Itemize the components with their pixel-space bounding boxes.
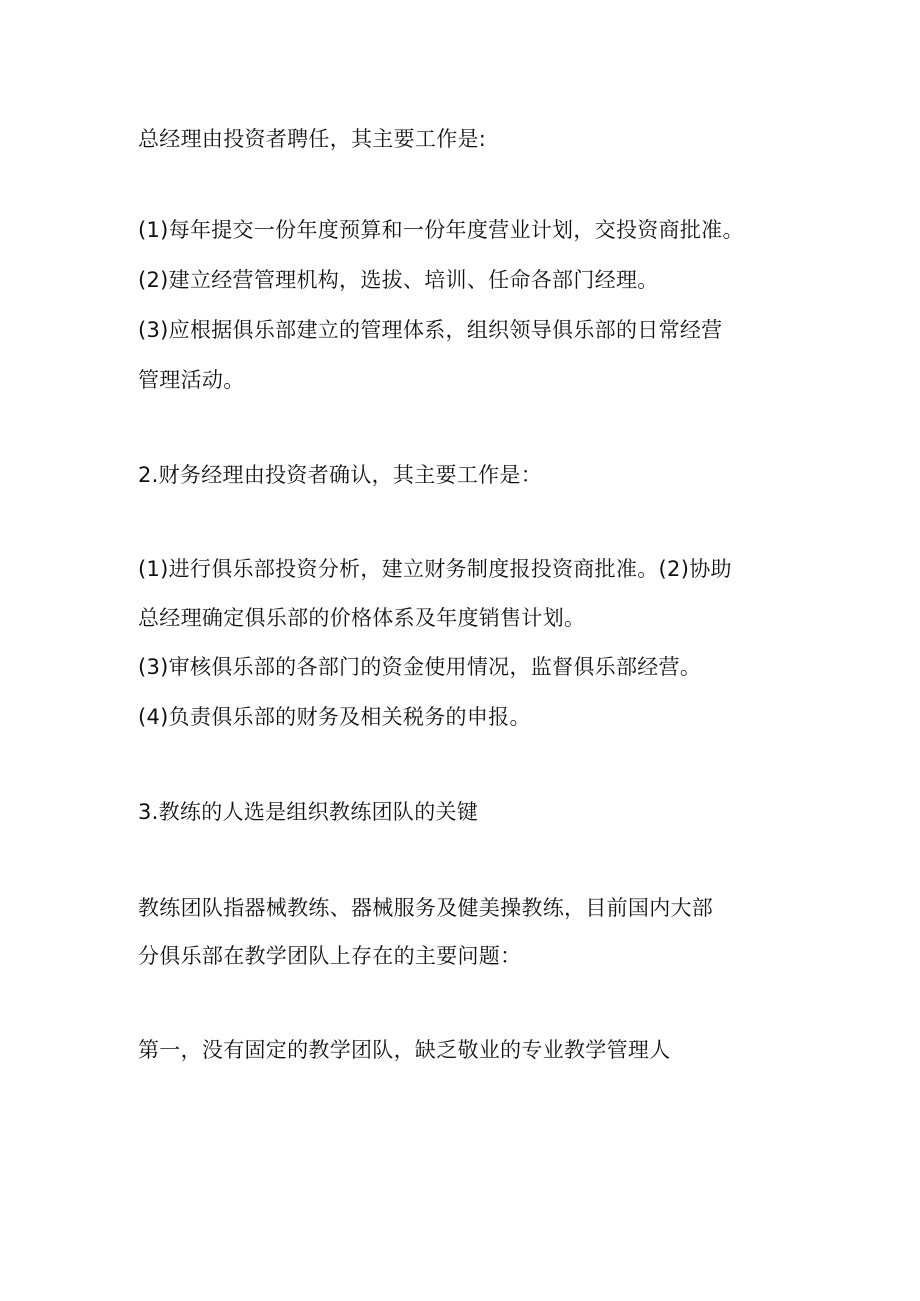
section-heading-finance: 2.财务经理由投资者确认，其主要工作是： (138, 463, 543, 487)
list-item-gm-2: (2)建立经营管理机构，选拔、培训、任命各部门经理。 (138, 268, 659, 292)
section-heading-coach: 3.教练的人选是组织教练团队的关键 (138, 800, 479, 824)
list-item-gm-3: (3)应根据俱乐部建立的管理体系，组织领导俱乐部的日常经营 (138, 318, 723, 342)
paragraph-gm-intro: 总经理由投资者聘任，其主要工作是: (138, 127, 487, 151)
paragraph-coach-team: 教练团队指器械教练、器械服务及健美操教练，目前国内大部 (138, 896, 714, 920)
list-item-finance-1-cont: 总经理确定俱乐部的价格体系及年度销售计划。 (138, 606, 586, 630)
list-item-finance-1: (1)进行俱乐部投资分析，建立财务制度报投资商批准。(2)协助 (138, 557, 732, 581)
list-item-finance-3: (3)审核俱乐部的各部门的资金使用情况，监督俱乐部经营。 (138, 655, 702, 679)
list-item-gm-3-cont: 管理活动。 (138, 368, 245, 392)
list-item-gm-1: (1)每年提交一份年度预算和一份年度营业计划，交投资商批准。 (138, 218, 744, 242)
list-item-finance-4: (4)负责俱乐部的财务及相关税务的申报。 (138, 705, 531, 729)
paragraph-first-problem: 第一，没有固定的教学团队，缺乏敬业的专业教学管理人 (138, 1038, 671, 1062)
paragraph-coach-team-cont: 分俱乐部在教学团队上存在的主要问题： (138, 944, 522, 968)
